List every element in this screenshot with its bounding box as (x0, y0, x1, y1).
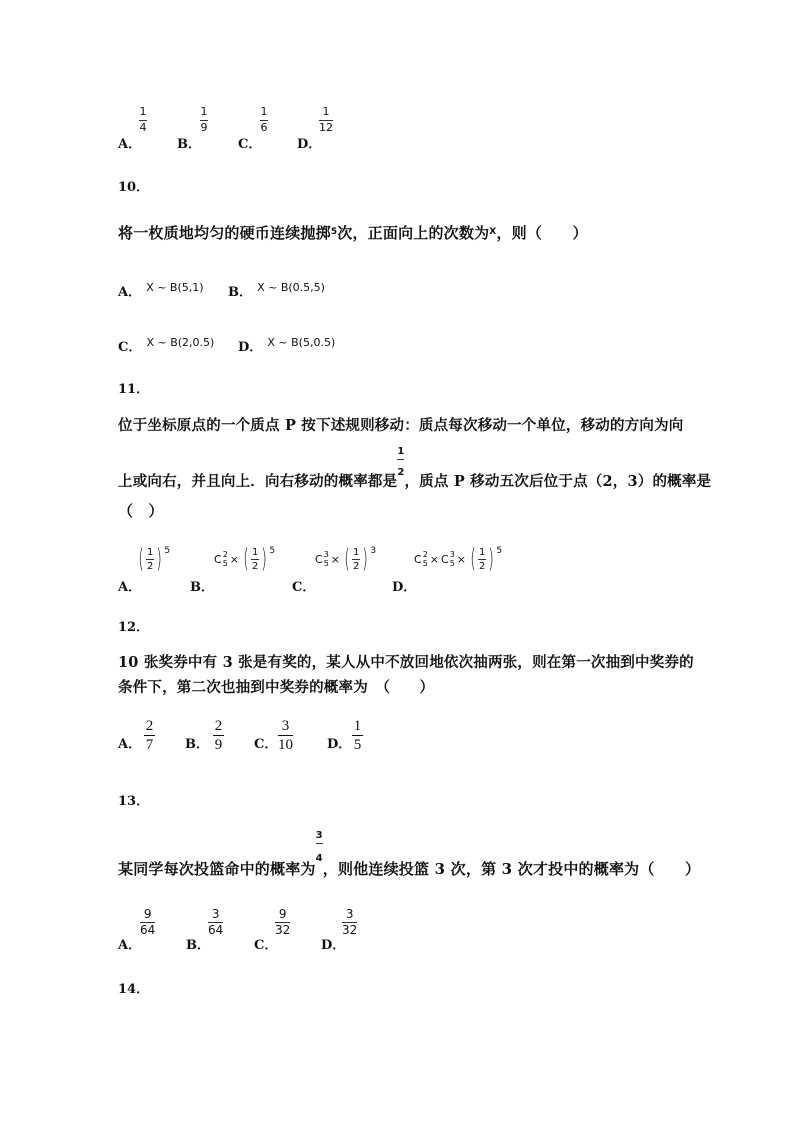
denominator: 32 (275, 923, 291, 937)
q9-option-a-letter: A． (118, 137, 142, 152)
q10-option-a-text: X ~ B(5,1) (146, 281, 204, 294)
combination-c: C (214, 552, 222, 566)
q10-option-c-letter: C． (118, 340, 142, 355)
combination-lower: 5 (323, 559, 329, 568)
fraction-bar (213, 735, 224, 736)
denominator: 4 (139, 121, 147, 134)
denominator: 32 (342, 923, 358, 937)
denominator: 5 (353, 737, 362, 753)
q12-option-a-letter: A． (118, 737, 142, 752)
q13-stem (118, 830, 701, 878)
q10-stem-part3: ，则（ ） (496, 224, 588, 242)
q12-option-c-letter: C． (254, 737, 278, 752)
combination-upper: 3 (449, 550, 455, 559)
combination-lower: 5 (449, 559, 455, 568)
times-sign: × (456, 552, 466, 566)
q14-number: 14． (118, 982, 150, 997)
q10-option-d (238, 331, 336, 355)
half-fraction (251, 547, 259, 572)
q12-options (118, 718, 398, 762)
q12-number: 12． (118, 620, 150, 635)
denominator: 2 (251, 560, 259, 572)
combination-indices (223, 550, 228, 568)
combination-upper: 3 (323, 550, 329, 559)
numerator: 1 (260, 105, 268, 118)
exponent: 3 (370, 546, 377, 556)
denominator: 64 (208, 923, 224, 937)
combination-indices-2 (450, 550, 455, 568)
q9-option-d-fraction (319, 106, 333, 134)
q11-option-a-expr (136, 546, 170, 572)
q11-option-d (392, 544, 503, 595)
q11-option-a (118, 544, 171, 595)
q12-option-b-fraction (213, 718, 224, 753)
combination-c-2: C (441, 552, 449, 566)
q10-stem-n: 5 (330, 227, 338, 237)
q13-number: 13． (118, 794, 150, 809)
fraction-bar (146, 559, 154, 560)
denominator: 9 (200, 121, 208, 134)
q10-option-c (118, 331, 215, 355)
numerator: 1 (200, 105, 208, 118)
numerator: 3 (315, 830, 323, 841)
left-paren: ( (470, 544, 476, 574)
right-paren: ) (156, 544, 163, 574)
q10-option-a-letter: A． (118, 285, 142, 300)
denominator: 2 (397, 467, 405, 478)
numerator: 2 (214, 718, 223, 734)
fraction-bar (251, 559, 259, 560)
q9-option-a-fraction (139, 106, 147, 134)
denominator: 64 (140, 923, 156, 937)
half-fraction (146, 547, 154, 572)
q9-option-b-letter: B． (177, 137, 201, 152)
q11-option-b (190, 544, 276, 595)
q11-option-d-expr (414, 546, 502, 572)
numerator: 1 (397, 446, 405, 457)
left-paren: ( (138, 544, 144, 574)
fraction-bar (478, 559, 486, 560)
q11-number: 11． (118, 382, 150, 397)
q10-option-d-letter: D． (238, 340, 263, 355)
q9-option-d-letter: D． (297, 137, 322, 152)
q13-option-a-fraction (140, 908, 155, 936)
numerator: 1 (322, 105, 330, 118)
right-paren: ) (261, 544, 268, 574)
q9-option-c-letter: C． (238, 137, 262, 152)
q13-option-d-fraction (342, 908, 357, 936)
exponent: 5 (164, 546, 171, 556)
q11-option-c-letter: C． (292, 580, 316, 595)
fraction-bar (144, 735, 155, 736)
numerator: 1 (352, 546, 360, 558)
numerator: 3 (281, 718, 290, 734)
q11-line2-part1: 上或向右，并且向上．向右移动的概率都是 (118, 473, 398, 490)
fraction-bar (278, 735, 293, 736)
times-sign: × (229, 552, 239, 566)
q12-option-d-letter: D． (327, 737, 352, 752)
numerator: 1 (478, 546, 486, 558)
q12-option-d-fraction (352, 718, 363, 753)
q13-option-c-letter: C． (254, 938, 278, 953)
q13-option-b-letter: B． (186, 938, 210, 953)
numerator: 3 (345, 907, 354, 921)
q11-option-b-expr (214, 546, 275, 572)
q13-options (118, 908, 378, 952)
q11-option-d-letter: D． (392, 580, 417, 595)
q10-stem (118, 222, 588, 243)
q11-line2 (118, 446, 712, 490)
denominator: 4 (315, 853, 323, 864)
q11-option-c (292, 544, 377, 595)
q12-option-b-letter: B． (185, 737, 209, 752)
combination-upper: 2 (422, 550, 428, 559)
exponent: 5 (269, 546, 276, 556)
q12-option-a-fraction (144, 718, 155, 753)
q12-line1: 10 张奖券中有 3 张是有奖的，某人从中不放回地依次抽两张，则在第一次抽到中奖券的 (118, 654, 694, 671)
fraction-bar (316, 843, 323, 844)
q11-line2-part2: ，质点 P 移动五次后位于点（2，3）的概率是 (404, 473, 712, 490)
q10-option-b-letter: B． (228, 285, 252, 300)
numerator: 9 (278, 907, 287, 921)
q10-stem-var: X (489, 227, 497, 237)
denominator: 7 (145, 737, 154, 753)
combination-c: C (315, 552, 323, 566)
q10-option-d-text: X ~ B(5,0.5) (267, 336, 336, 349)
combination-lower: 5 (222, 559, 228, 568)
numerator: 1 (251, 546, 259, 558)
right-paren: ) (488, 544, 495, 574)
denominator: 12 (319, 121, 333, 134)
left-paren: ( (344, 544, 350, 574)
q10-stem-part1: 将一枚质地均匀的硬币连续抛掷 (118, 224, 331, 242)
combination-lower: 5 (422, 559, 428, 568)
numerator: 2 (145, 718, 154, 734)
denominator: 2 (478, 560, 486, 572)
q10-option-a (118, 276, 204, 300)
q10-number: 10． (118, 180, 150, 195)
numerator: 1 (139, 105, 147, 118)
q11-option-a-letter: A． (118, 580, 142, 595)
numerator: 9 (143, 907, 152, 921)
denominator: 2 (352, 560, 360, 572)
left-paren: ( (243, 544, 249, 574)
combination-upper: 2 (222, 550, 228, 559)
numerator: 3 (211, 907, 220, 921)
q10-option-b-text: X ~ B(0.5,5) (257, 281, 325, 294)
combination-c-1: C (414, 552, 422, 566)
q13-option-b-fraction (208, 908, 223, 936)
q13-probability-fraction (315, 830, 323, 864)
q11-option-b-letter: B． (190, 580, 214, 595)
denominator: 9 (214, 737, 223, 753)
fraction-bar (352, 735, 363, 736)
numerator: 1 (146, 546, 154, 558)
times-sign: × (330, 552, 340, 566)
q12-line2: 条件下，第二次也抽到中奖券的概率为 （ ） (118, 679, 435, 696)
q13-stem-part1: 某同学每次投篮命中的概率为 (118, 860, 316, 878)
q10-stem-part2: 次，正面向上的次数为 (337, 224, 490, 242)
denominator: 6 (260, 121, 268, 134)
q13-option-d-letter: D． (321, 938, 346, 953)
q13-option-c-fraction (275, 908, 290, 936)
q13-stem-part2: ，则他连续投篮 3 次，第 3 次才投中的概率为（ ） (322, 860, 701, 878)
q9-option-b-fraction (200, 106, 208, 134)
fraction-bar (397, 459, 404, 460)
q11-line3: （ ） (118, 502, 164, 520)
q10-option-c-text: X ~ B(2,0.5) (146, 336, 215, 349)
q11-option-c-expr (315, 546, 376, 572)
right-paren: ) (362, 544, 369, 574)
combination-indices (324, 550, 329, 568)
q10-option-b (228, 276, 325, 300)
exponent: 5 (496, 546, 503, 556)
half-fraction (478, 547, 486, 572)
fraction-bar (352, 559, 360, 560)
q13-option-a-letter: A． (118, 938, 142, 953)
half-fraction (352, 547, 360, 572)
q11-half-fraction (397, 446, 405, 478)
times-sign: × (429, 552, 439, 566)
q9-option-c-fraction (260, 106, 268, 134)
combination-indices-1 (423, 550, 428, 568)
q9-options (118, 106, 378, 150)
q11-line1: 位于坐标原点的一个质点 P 按下述规则移动：质点每次移动一个单位，移动的方向为向 (118, 417, 684, 434)
q12-option-c-fraction (278, 718, 293, 753)
denominator: 10 (278, 737, 293, 753)
denominator: 2 (146, 560, 154, 572)
numerator: 1 (353, 718, 362, 734)
